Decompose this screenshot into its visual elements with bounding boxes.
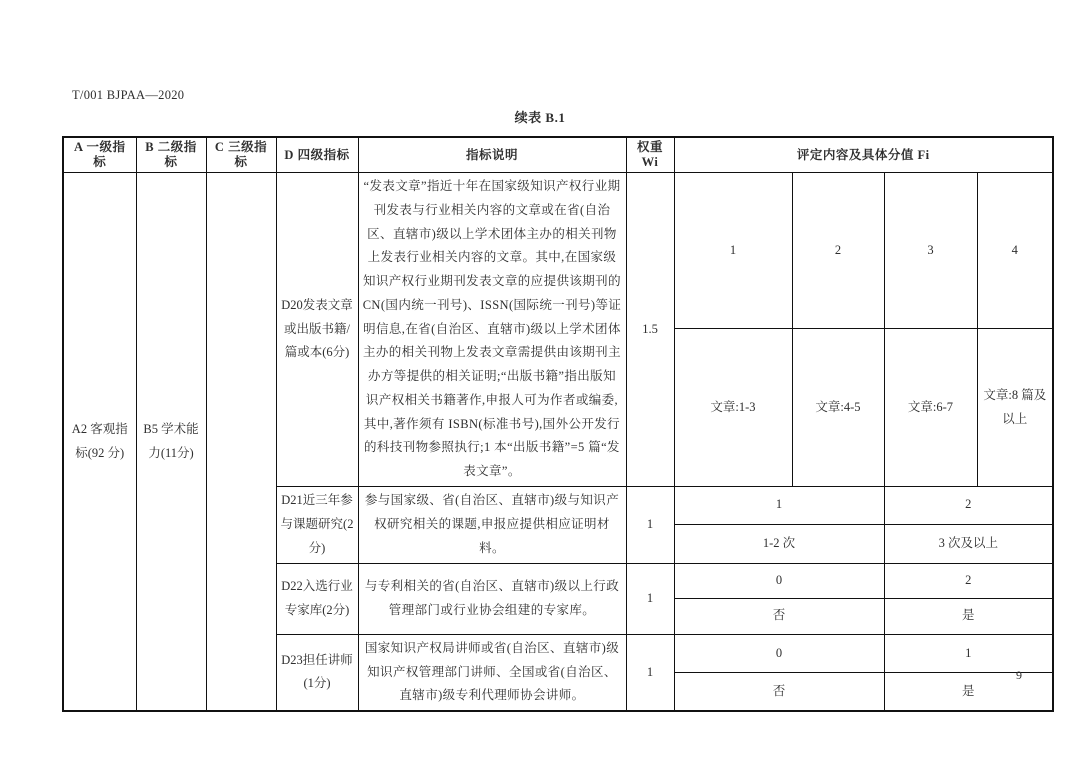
cell-d20-criterion-3: 文章:6-7 (884, 329, 977, 487)
cell-d20-criterion-1: 文章:1-3 (674, 329, 792, 487)
cell-d21-score-1: 1 (674, 486, 884, 524)
cell-d22-weight: 1 (626, 563, 674, 634)
header-weight: 权重 Wi (626, 137, 674, 173)
header-d-level: D 四级指标 (276, 137, 358, 173)
table-caption: 续表 B.1 (514, 110, 566, 125)
cell-d22-criterion-2: 是 (884, 598, 1053, 634)
doc-number: T/001 BJPAA—2020 (72, 88, 185, 102)
header-a-level: A 一级指标 (63, 137, 136, 173)
cell-d22-description: 与专利相关的省(自治区、直辖市)级以上行政管理部门或行业协会组建的专家库。 (358, 563, 626, 634)
cell-b5-label: B5 学术能力(11分) (136, 173, 206, 712)
cell-d20-score-4: 4 (977, 173, 1053, 329)
cell-c-empty (206, 173, 276, 712)
page-number: 9 (1016, 668, 1022, 682)
cell-d20-criterion-4: 文章:8 篇及以上 (977, 329, 1053, 487)
cell-d23-weight: 1 (626, 634, 674, 711)
cell-d22-label: D22入选行业专家库(2分) (276, 563, 358, 634)
cell-d23-label: D23担任讲师(1分) (276, 634, 358, 711)
cell-d22-score-2: 2 (884, 563, 1053, 598)
cell-d21-score-2: 2 (884, 486, 1053, 524)
header-c-level: C 三级指标 (206, 137, 276, 173)
cell-d20-label: D20发表文章或出版书籍/篇或本(6分) (276, 173, 358, 487)
cell-d20-description: “发表文章”指近十年在国家级知识产权行业期刊发表与行业相关内容的文章或在省(自治区、直辖市)级以上学术团体主办的相关刊物上发表行业相关内容的文章。其中,在国家级知识产权行业期刊发表文章的应提供该期刊的 CN(国内统一刊号)、ISSN(国际统一刊号)等证明信息,在省(自治区、直辖市)级以上学术团体主办的相关刊物上发表文章需提供由该期刊主办方等提供的相关证明;“出版书籍”指出版知识产权相关书籍著作,申报人可为作者或编委,其中,著作须有 ISBN(标准书号),国外公开发行的科技刊物参照执行;1 本“出版书籍”=5 篇“发表文章”。 (358, 173, 626, 487)
row-d20-scores (63, 173, 1053, 329)
header-fi: 评定内容及具体分值 Fi (674, 137, 1053, 173)
cell-d20-weight: 1.5 (626, 173, 674, 487)
cell-d21-description: 参与国家级、省(自治区、直辖市)级与知识产权研究相关的课题,申报应提供相应证明材料。 (358, 486, 626, 563)
cell-d20-score-2: 2 (792, 173, 884, 329)
cell-d20-score-3: 3 (884, 173, 977, 329)
header-description: 指标说明 (358, 137, 626, 173)
cell-a2-label: A2 客观指标(92 分) (63, 173, 136, 712)
cell-d23-score-1: 0 (674, 634, 884, 672)
cell-d21-criterion-1: 1-2 次 (674, 524, 884, 563)
cell-d23-criterion-2: 是 (884, 673, 1053, 711)
cell-d21-label: D21近三年参与课题研究(2分) (276, 486, 358, 563)
cell-d23-criterion-1: 否 (674, 673, 884, 711)
cell-d23-score-2: 1 (884, 634, 1053, 672)
cell-d22-score-1: 0 (674, 563, 884, 598)
cell-d20-score-1: 1 (674, 173, 792, 329)
cell-d22-criterion-1: 否 (674, 598, 884, 634)
table-header-row (63, 137, 1053, 173)
cell-d23-description: 国家知识产权局讲师或省(自治区、直辖市)级知识产权管理部门讲师、全国或省(自治区、直辖市)级专利代理师协会讲师。 (358, 634, 626, 711)
header-b-level: B 二级指标 (136, 137, 206, 173)
cell-d20-criterion-2: 文章:4-5 (792, 329, 884, 487)
indicator-table (62, 136, 1054, 712)
cell-d21-weight: 1 (626, 486, 674, 563)
cell-d21-criterion-2: 3 次及以上 (884, 524, 1053, 563)
